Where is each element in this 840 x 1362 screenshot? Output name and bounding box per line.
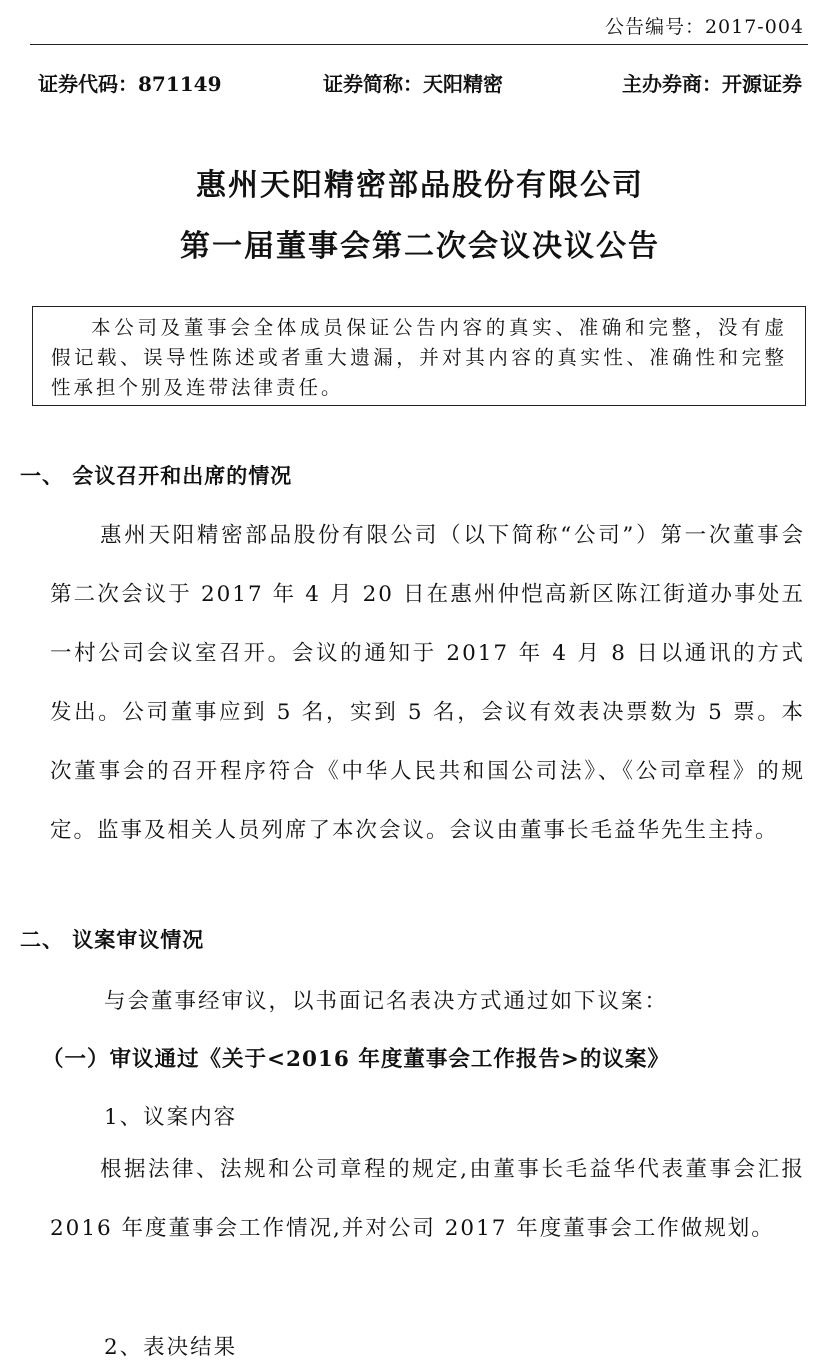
stock-code: 证券代码：871149 — [38, 72, 222, 96]
item1-sub1-body: 根据法律、法规和公司章程的规定,由董事长毛益华代表董事会汇报 2016 年度董事会工作情况,并对公司 2017 年度董事会工作做规划。 — [50, 1157, 805, 1241]
item1-sub1-heading: 1、议案内容 — [104, 1105, 238, 1130]
section2-heading: 二、 议案审议情况 — [20, 927, 205, 952]
section1-body: 惠州天阳精密部品股份有限公司（以下简称“公司”）第一次董事会第二次会议于 2017 年 4 月 20 日在惠州仲恺高新区陈江街道办事处五一村公司会议室召开。会议的通知于 2017 年 4 月 8 日以通讯的方式发出。公司董事应到 5 名，实到 5 名，会议有效表决票数为 5 票。本次董事会的召开程序符合《中华人民共和国公司法》、《公司章程》的规定。监事及相关人员列席了本次会议。会议由董事长毛益华先生主持。 — [50, 523, 805, 843]
section1-heading: 一、 会议召开和出席的情况 — [20, 463, 293, 488]
disclaimer-box — [32, 306, 806, 406]
disclaimer-text: 本公司及董事会全体成员保证公告内容的真实、准确和完整，没有虚假记载、误导性陈述或者重大遗漏，并对其内容的真实性、准确性和完整性承担个别及连带法律责任。 — [51, 316, 787, 399]
company-title: 惠州天阳精密部品股份有限公司 — [196, 168, 644, 203]
item1-title: （一）审议通过《关于<2016 年度董事会工作报告>的议案》 — [42, 1047, 670, 1072]
item1-sub2-heading: 2、表决结果 — [104, 1335, 238, 1360]
section2-intro: 与会董事经审议，以书面记名表决方式通过如下议案： — [104, 989, 669, 1014]
announcement-number: 公告编号：2017-004 — [604, 16, 804, 38]
header-rule — [30, 44, 808, 45]
stock-short-name: 证券简称：天阳精密 — [323, 72, 503, 96]
announcement-title: 第一届董事会第二次会议决议公告 — [180, 229, 660, 264]
sponsor-broker: 主办券商：开源证券 — [622, 72, 802, 96]
